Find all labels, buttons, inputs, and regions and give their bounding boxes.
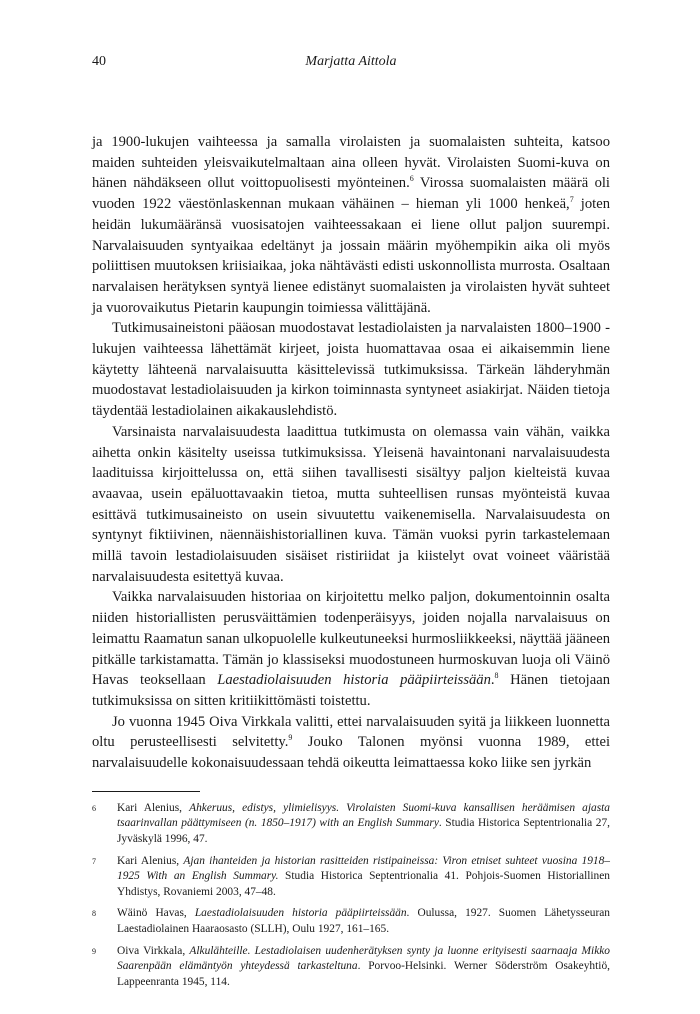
footnote-title: Ajan ihanteiden ja historian rasitteiden ristipaineissa: Viron etniset suhteet vuosina 1918–1925 With an English Summary. xyxy=(117,854,610,883)
footnote-8 xyxy=(92,906,610,937)
body-text xyxy=(92,132,610,774)
footnote-ref-7[interactable]: 7 xyxy=(569,195,574,205)
paragraph-3: Varsinaista narvalaisuudesta laadittua tutkimusta on olemassa vain vähän, vaikka aihetta onkin käsitelty useissa tutkimuksissa. Yleisenä havaintonani narvalaisuudesta laadituissa kirjoittelussa on, että siihen tavallisesti sisältyy paljon kielteistä kuvaa avaavaa, usein epäluottavaakin tietoa, mutta suhteellisen runsas myönteistä kuvaa esittävä tutkimusaineisto on usein sivuutettu vaikenemisella. Narvalaisuudesta on syntynyt fiktiivinen, näennäishistoriallinen kuva. Tämän vuoksi pyrin tarkastelemaan millä tavoin lestadiolaisuuden sisäiset ristiriidat ja kiistelyt ovat voineet vääristää narvalaisuudesta esitettyä kuvaa. xyxy=(92,423,610,585)
footnote-ref-8[interactable]: 8 xyxy=(494,671,499,681)
paragraph-4 xyxy=(92,587,610,711)
footnote-author: Kari Alenius, xyxy=(117,854,184,867)
running-head xyxy=(92,54,610,74)
footnote-details: . Studia Historica Septentrionalia 27, Jyväskylä 1996, 47. xyxy=(117,817,610,845)
paragraph-4-text-c: Hänen tietojaan tutkimuksissa on sitten kritiikittömästi toistettu. xyxy=(92,672,610,709)
footnote-title: Alkulähteille. Lestadiolaisen uudenherätyksen synty ja luonne erityisesti saarnaaja Mikko Saarenpään elämäntyön yhteydessä tarkasteltuna xyxy=(117,944,610,973)
paragraph-4-text-a: Vaikka narvalaisuuden historiaa on kirjoitettu melko paljon, dokumentoinnin osalta niiden historiallisten perusväittämien todenperäisyys, joiden nojalla narvalaisuus on leimattu Raamatun sanan ulkopuolelle kulkeutuneeksi hurmosliikkeeksi, näyttää jääneen pitkälle tarkistamatta. Tämän jo klassiseksi muodostuneen hurmoskuvan luoja oli Väinö Havas teoksellaan xyxy=(92,589,610,689)
footnote-number: 6 xyxy=(92,803,96,813)
footnote-7 xyxy=(92,854,610,901)
page-number: 40 xyxy=(92,54,106,69)
paragraph-1-text-a: ja 1900-lukujen vaihteessa ja samalla virolaisten ja suomalaisten suhteita, katsoo maiden suhteiden yleisvaikutelmaltaan aina olleen hyvät. Virolaisten Suomi-kuva on hänen nähdäkseen ollut voittopuolisesti myönteinen. xyxy=(92,134,610,192)
footnote-author: Wäinö Havas, xyxy=(117,907,195,920)
footnote-number: 7 xyxy=(92,856,96,866)
paragraph-5 xyxy=(92,712,610,774)
footnote-author: Kari Alenius, xyxy=(117,801,190,814)
footnote-number: 9 xyxy=(92,946,96,956)
footnote-title: Ahkeruus, edistys, ylimielisyys. Virolaisten Suomi-kuva kansallisen heräämisen ajasta tsaarinvallan päättymiseen (n. 1850–1917) with an English Summary xyxy=(117,801,610,830)
footnote-details: . Porvoo-Helsinki. Werner Söderström Osakeyhtiö, Lappeenranta 1945, 114. xyxy=(117,960,610,988)
paragraph-5-text-b: Jouko Talonen myönsi vuonna 1989, ettei narvalaisuudelle kokonaisuudessaan tehdä oikeutta leimattaessa koko liike sen jyrkän xyxy=(92,734,610,772)
footnote-divider xyxy=(92,791,200,792)
footnote-6 xyxy=(92,801,610,848)
footnote-ref-9[interactable]: 9 xyxy=(288,733,293,743)
footnote-details: Studia Historica Septentrionalia 41. Pohjois-Suomen Historiallinen Yhdistys, Rovaniemi 2003, 47–48. xyxy=(117,870,611,898)
paragraph-1 xyxy=(92,132,610,318)
footnote-ref-6[interactable]: 6 xyxy=(409,174,414,184)
book-title: Laestadiolaisuuden historia pääpiirteissään xyxy=(217,672,491,689)
footnotes xyxy=(92,801,610,991)
book-page xyxy=(92,54,610,996)
footnote-9 xyxy=(92,944,610,991)
paragraph-4-text-b: . xyxy=(490,672,495,689)
footnote-title: Laestadiolaisuuden historia pääpiirteissään xyxy=(194,907,407,920)
footnote-author: Oiva Virkkala, xyxy=(117,944,190,957)
paragraph-5-text-a: Jo vuonna 1945 Oiva Virkkala valitti, ettei narvalaisuuden syitä ja liikkeen luonnetta oltu perusteellisesti selvitetty. xyxy=(92,713,610,751)
running-title: Marjatta Aittola xyxy=(305,54,397,69)
paragraph-1-text-b: Virossa suomalaisten määrä oli vuoden 1922 väestönlaskennan mukaan vähäinen – hieman yli 1000 henkeä, xyxy=(92,175,610,213)
footnote-details: . Oulussa, 1927. Suomen Lähetysseuran Laestadiolainen Haaraosasto (SLLH), Oulu 1927, 161–165. xyxy=(117,907,611,935)
paragraph-2: Tutkimusaineistoni pääosan muodostavat lestadiolaisten ja narvalaisten 1800–1900 -lukujen vaihteessa lähettämät kirjeet, joista huomattavaa osaa ei aikaisemmin liene käytetty lähteenä narvalaisuutta käsittelevissä tutkimuksissa. Tärkeän lähderyhmän muodostavat lestadiolaisuuden ja kirkon toiminnasta syntyneet asiakirjat. Näiden tietoja täydentää lestadiolainen aikakauslehdistö. xyxy=(92,320,610,420)
footnote-number: 8 xyxy=(92,909,96,919)
paragraph-1-text-c: joten heidän lukumääränsä vuosisatojen vaihteessakaan ei liene ollut paljon suurempi. Narvalaisuuden syntyaikaa edeltänyt ja jossain määrin myöhempikin aika oli myös poliittisen muutoksen kriisiaikaa, joka nähtävästi edisti uskonnollista murrosta. Osaltaan narvalaisen herätyksen syntyä lienee edistänyt suomalaisten ja virolaisten hyvät suhteet ja vuorovaikutus Pietarin kaupungin toimiessa välittäjänä. xyxy=(92,196,610,316)
